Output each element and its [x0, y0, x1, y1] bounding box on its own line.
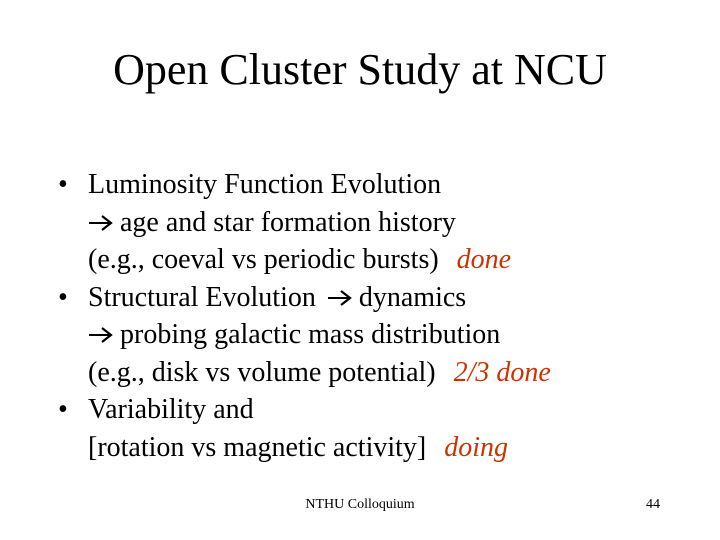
- bullet-item-variability: [58, 391, 698, 466]
- right-arrow-icon: [327, 289, 353, 307]
- status-label: doing: [444, 431, 509, 463]
- bullet-text: Structural Evolution: [88, 281, 316, 313]
- status-label: done: [456, 244, 512, 275]
- bullet-item-structural: [58, 279, 698, 392]
- bullet-list: [58, 166, 698, 466]
- bullet-text: [rotation vs magnetic activity]: [88, 431, 427, 463]
- bullet-text: Luminosity Function Evolution: [88, 169, 442, 200]
- footer-text: NTHU Colloquium: [305, 497, 415, 512]
- slide-title: Open Cluster Study at NCU: [113, 45, 607, 94]
- bullet-text: probing galactic mass distribution: [120, 319, 501, 350]
- bullet-marker: •: [58, 281, 68, 313]
- bullet-line: [88, 316, 698, 354]
- bullet-text: dynamics: [358, 281, 467, 313]
- bullet-marker: •: [58, 394, 68, 425]
- bullet-line: [88, 429, 698, 467]
- page-number: 44: [646, 497, 660, 512]
- bullet-marker: •: [58, 169, 68, 200]
- bullet-line: [88, 204, 698, 242]
- bullet-text: (e.g., disk vs volume potential): [88, 356, 436, 388]
- bullet-line: [88, 166, 698, 204]
- bullet-text: Variability and: [88, 394, 254, 425]
- bullet-line: [88, 241, 698, 279]
- bullet-line: [88, 391, 698, 429]
- status-label: 2/3 done: [453, 356, 551, 388]
- bullet-text: (e.g., coeval vs periodic bursts): [88, 244, 439, 275]
- right-arrow-icon: [88, 214, 114, 232]
- bullet-item-luminosity: [58, 166, 698, 279]
- bullet-line: [88, 279, 698, 317]
- footer-center: [0, 496, 720, 514]
- bullet-line: [88, 354, 698, 392]
- right-arrow-icon: [88, 326, 114, 344]
- bullet-text: age and star formation history: [120, 206, 456, 238]
